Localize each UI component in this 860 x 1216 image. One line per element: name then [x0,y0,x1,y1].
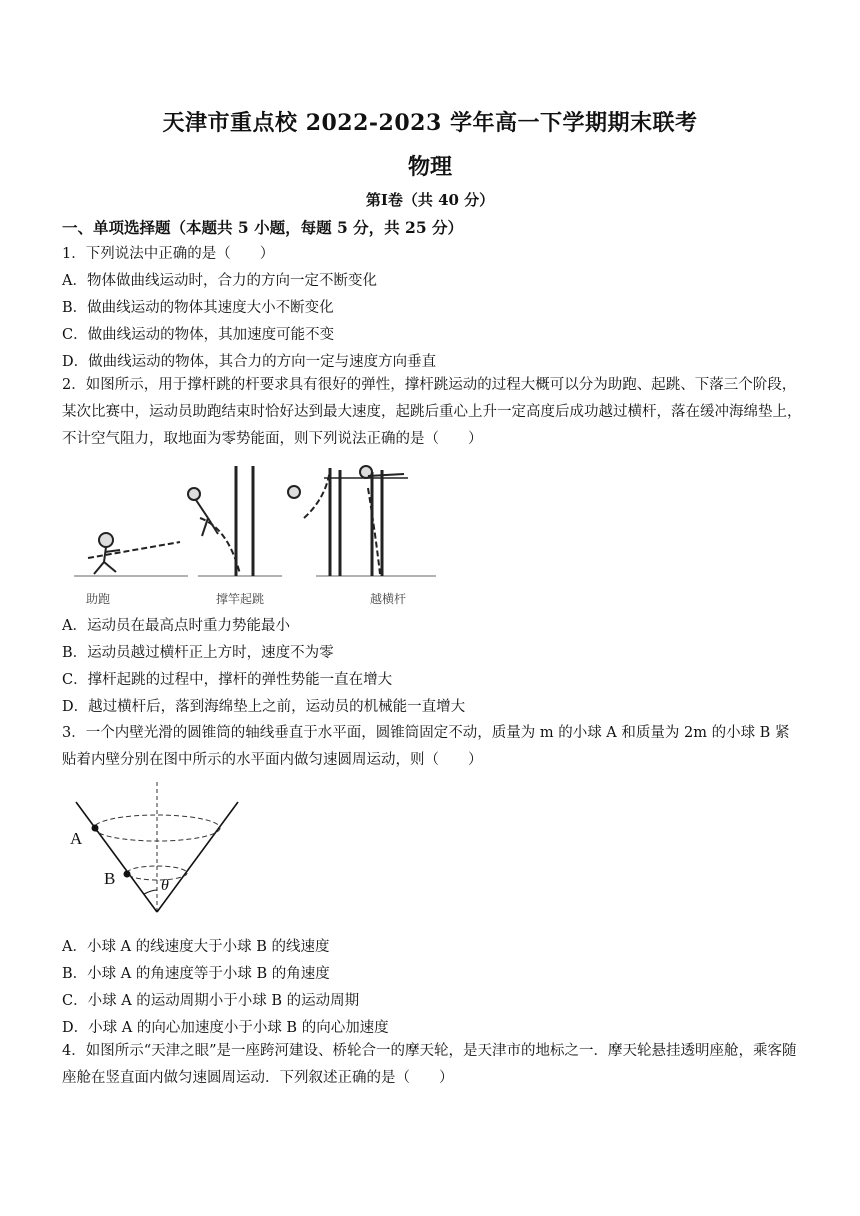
q3-stem: 3．一个内壁光滑的圆锥筒的轴线垂直于水平面，圆锥筒固定不动，质量为 m 的小球 A 和质量为 2m 的小球 B 紧贴着内壁分别在图中所示的水平面内做匀速圆周运动，则（ ） [62,725,790,768]
cone-figure [64,780,254,920]
caption-takeoff: 撑竿起跳 [216,592,265,606]
label-b: B [104,869,116,888]
runner-icon [88,533,180,574]
label-a: A [70,829,83,848]
exam-title: 天津市重点校 2022-2023 学年高一下学期期末联考 [162,110,698,136]
q4-stem: 4．如图所示“天津之眼”是一座跨河建设、桥轮合一的摩天轮，是天津市的地标之一．摩天轮悬挂透明座舱，乘客随座舱在竖直面内做匀速圆周运动．下列叙述正确的是（ ） [62,1043,797,1086]
label-theta: θ [161,877,169,894]
q3-option-d: D．小球 A 的向心加速度小于小球 B 的向心加速度 [62,1020,389,1036]
q1-option-d: D．做曲线运动的物体，其合力的方向一定与速度方向垂直 [62,354,437,370]
q3-option-a: A．小球 A 的线速度大于小球 B 的线速度 [62,939,330,955]
q3-option-b: B．小球 A 的角速度等于小球 B 的角速度 [62,966,330,982]
q2-option-d: D．越过横杆后，落到海绵垫上之前，运动员的机械能一直增大 [62,699,466,715]
over-bar-figure-icon [288,466,408,576]
q2-option-b: B．运动员越过横杆正上方时，速度不为零 [62,645,334,661]
caption-overbar: 越横杆 [370,592,407,606]
q1-option-a: A．物体做曲线运动时，合力的方向一定不断变化 [62,273,377,289]
takeoff-figure-icon [188,466,253,576]
q2-option-c: C．撑杆起跳的过程中，撑杆的弹性势能一直在增大 [62,672,393,688]
pole-vault-figure [68,458,438,610]
part-title: 第Ⅰ卷（共 40 分） [365,191,495,209]
q1-option-b: B．做曲线运动的物体其速度大小不断变化 [62,300,334,316]
q3-option-c: C．小球 A 的运动周期小于小球 B 的运动周期 [62,993,360,1009]
caption-run: 助跑 [86,592,111,606]
q2-option-a: A．运动员在最高点时重力势能最小 [62,618,290,634]
ball-a-icon [92,825,99,832]
q1-option-c: C．做曲线运动的物体，其加速度可能不变 [62,327,335,343]
subject-title: 物理 [407,154,452,180]
q1-stem: 1．下列说法中正确的是（ ） [62,246,275,262]
q2-stem: 2．如图所示，用于撑杆跳的杆要求具有很好的弹性，撑杆跳运动的过程大概可以分为助跑、起跳、下落三个阶段，某次比赛中，运动员助跑结束时恰好达到最大速度，起跳后重心上升一定高度后成功越过横杆，落在缓冲海绵垫上，不计空气阻力，取地面为零势能面，则下列说法正确的是（ ） [62,377,802,447]
section-heading: 一、单项选择题（本题共 5 小题，每题 5 分，共 25 分） [62,218,464,237]
ball-b-icon [124,871,131,878]
